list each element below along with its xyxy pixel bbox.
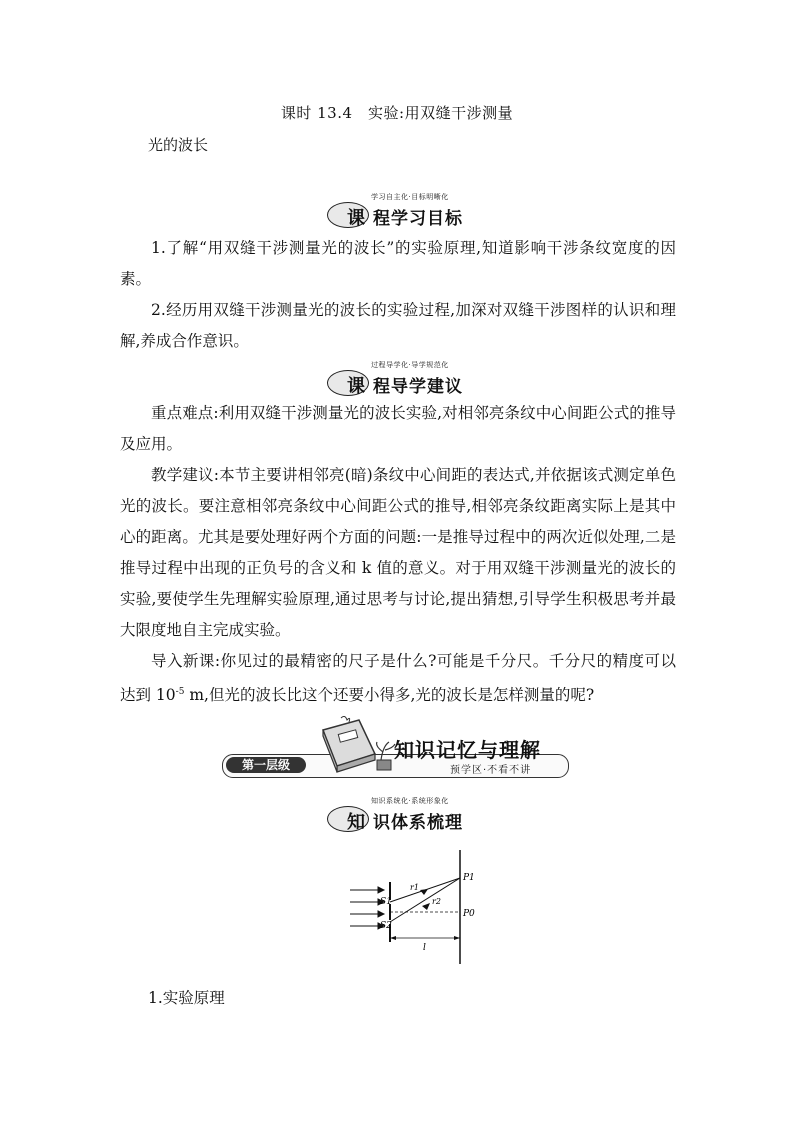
book-plant-icon xyxy=(317,716,397,776)
intro-text-b: m,但光的波长比这个还要小得多,光的波长是怎样测量的呢? xyxy=(184,686,595,705)
level-heading: 知识记忆与理解 xyxy=(394,738,541,762)
level-banner xyxy=(222,712,572,782)
teaching-advice-paragraph: 教学建议:本节主要讲相邻亮(暗)条纹中心间距的表达式,并依据该式测定单色光的波长。要注意相邻亮条纹中心间距公式的推导,相邻亮条纹距离实际上是其中心的距离。尤其是要处理好两个方面的问题:一是推导过程中的两次近似处理,二是推导过程中出现的正负号的含义和 k 值的意义。对于用双缝干涉测量光的波长的实验,要使学生先理解实验原理,通过思考与讨论,提出猜想,引导学生积极思考并最大限度地自主完成实验。 xyxy=(120,466,676,639)
page-subtitle: 光的波长 xyxy=(148,136,209,154)
banner-guide-advice xyxy=(327,360,477,400)
label-p1: P1 xyxy=(463,873,475,883)
banner-text: 程导学建议 xyxy=(373,377,463,397)
banner-tagline: 过程导学化·导学规范化 xyxy=(371,361,449,369)
page-title: 课时 13.4 实验:用双缝干涉测量 xyxy=(280,104,514,122)
section-experiment-principle: 1.实验原理 xyxy=(148,989,225,1007)
label-s2: S2 xyxy=(380,921,392,931)
intro-exponent: -5 xyxy=(175,687,185,697)
banner-first-char: 知 xyxy=(347,812,365,833)
label-s1: S1 xyxy=(380,897,392,907)
label-r1: r1 xyxy=(410,883,419,892)
intro-paragraph xyxy=(120,646,676,711)
label-p0: P0 xyxy=(463,909,475,919)
key-points-paragraph: 重点难点:利用双缝干涉测量光的波长实验,对相邻亮条纹中心间距公式的推导及应用。 xyxy=(120,404,676,453)
banner-first-char: 课 xyxy=(347,376,365,397)
label-l: l xyxy=(423,943,426,953)
banner-knowledge-system xyxy=(327,796,477,836)
level-subheading: 预学区·不看不讲 xyxy=(450,765,532,776)
banner-text: 程学习目标 xyxy=(373,209,463,229)
goal-item-1: 1.了解“用双缝干涉测量光的波长”的实验原理,知道影响干涉条纹宽度的因素。 xyxy=(120,239,676,288)
banner-first-char: 课 xyxy=(347,208,365,229)
level-tag: 第一层级 xyxy=(226,757,306,773)
banner-learning-goals xyxy=(327,192,477,232)
banner-text: 识体系梳理 xyxy=(373,813,463,833)
double-slit-diagram xyxy=(340,846,490,968)
goal-item-2: 2.经历用双缝干涉测量光的波长的实验过程,加深对双缝干涉图样的认识和理解,养成合作意识。 xyxy=(120,301,676,350)
banner-tagline: 学习自主化·目标明晰化 xyxy=(371,193,449,201)
intro-text-a: 导入新课:你见过的最精密的尺子是什么?可能是千分尺。千分尺的精度可以达到 10 xyxy=(120,652,676,705)
label-r2: r2 xyxy=(432,897,441,906)
banner-tagline: 知识系统化·系统形象化 xyxy=(371,797,449,805)
